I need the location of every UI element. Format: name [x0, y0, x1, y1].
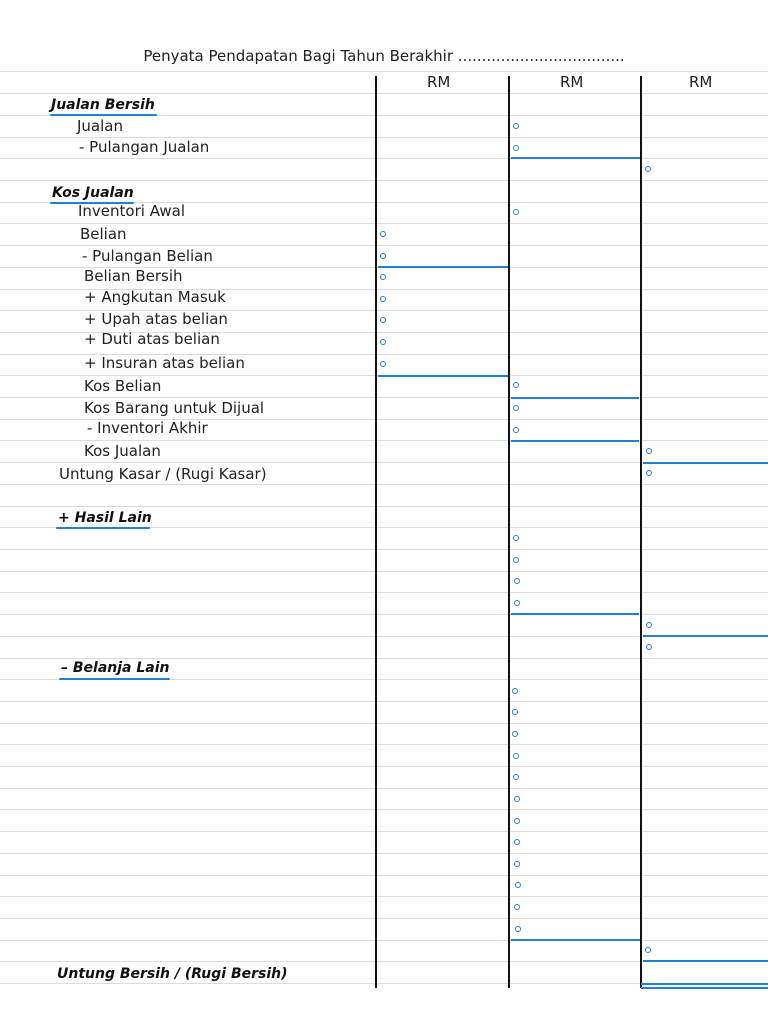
entry-dot [645, 166, 651, 172]
ruled-line [0, 484, 768, 485]
heading-jualan-bersih: Jualan Bersih [51, 97, 155, 113]
ruled-line [0, 397, 768, 398]
ruled-line [0, 506, 768, 507]
subtotal-line [641, 987, 768, 989]
ruled-line [0, 766, 768, 767]
column-header-rm-3: RM [689, 73, 713, 91]
entry-dot [512, 731, 518, 737]
row-kos-jualan: Kos Jualan [84, 442, 161, 460]
entry-dot [512, 688, 518, 694]
heading-hasil-lain: + Hasil Lain [58, 510, 152, 526]
subtotal-line [511, 397, 639, 399]
entry-dot [513, 535, 519, 541]
ruled-line [0, 940, 768, 941]
ruled-line [0, 788, 768, 789]
subtotal-line [643, 462, 768, 464]
entry-dot [513, 382, 519, 388]
row-upah-atas-belian: + Upah atas belian [84, 310, 228, 328]
entry-dot [380, 231, 386, 237]
row-belian: Belian [80, 225, 127, 243]
ruled-line [0, 809, 768, 810]
ruled-line [0, 744, 768, 745]
ruled-line [0, 701, 768, 702]
entry-dot [513, 209, 519, 215]
heading-underline [56, 527, 150, 529]
row-pulangan-belian: - Pulangan Belian [82, 247, 213, 265]
entry-dot [646, 622, 652, 628]
entry-dot [645, 947, 651, 953]
row-duti-atas-belian: + Duti atas belian [84, 330, 220, 348]
row-inventori-awal: Inventori Awal [78, 202, 185, 220]
column-header-rm-2: RM [560, 73, 584, 91]
ruled-line [0, 875, 768, 876]
subtotal-line [511, 613, 639, 615]
subtotal-line [378, 266, 508, 268]
ruled-line [0, 918, 768, 919]
subtotal-line [643, 960, 768, 962]
ruled-line [0, 245, 768, 246]
entry-dot [646, 448, 652, 454]
subtotal-line [378, 375, 508, 377]
subtotal-line [643, 635, 768, 637]
entry-dot [380, 317, 386, 323]
entry-dot [513, 557, 519, 563]
row-jualan: Jualan [77, 117, 123, 135]
entry-dot [514, 600, 520, 606]
subtotal-line [641, 983, 768, 985]
entry-dot [513, 753, 519, 759]
ruled-line [0, 853, 768, 854]
entry-dot [380, 296, 386, 302]
heading-untung-bersih: Untung Bersih / (Rugi Bersih) [57, 966, 288, 982]
entry-dot [380, 361, 386, 367]
entry-dot [513, 405, 519, 411]
row-untung-kasar: Untung Kasar / (Rugi Kasar) [59, 465, 267, 483]
heading-underline [59, 678, 170, 680]
ruled-line [0, 723, 768, 724]
ruled-line [0, 93, 768, 94]
entry-dot [514, 578, 520, 584]
ruled-line [0, 440, 768, 441]
row-pulangan-jualan: - Pulangan Jualan [79, 138, 210, 156]
heading-belanja-lain: – Belanja Lain [61, 660, 170, 676]
ruled-line [0, 180, 768, 181]
ruled-line [0, 831, 768, 832]
entry-dot [514, 796, 520, 802]
row-kos-barang-untuk-dijual: Kos Barang untuk Dijual [84, 399, 265, 417]
row-angkutan-masuk: + Angkutan Masuk [84, 288, 226, 306]
entry-dot [513, 774, 519, 780]
subtotal-line [511, 939, 640, 941]
row-inventori-akhir: - Inventori Akhir [87, 419, 208, 437]
entry-dot [514, 861, 520, 867]
heading-kos-jualan: Kos Jualan [52, 185, 134, 201]
subtotal-line [511, 157, 640, 159]
column-header-rm-1: RM [427, 73, 451, 91]
subtotal-line [511, 440, 639, 442]
ruled-line [0, 658, 768, 659]
entry-dot [646, 470, 652, 476]
row-insuran-atas-belian: + Insuran atas belian [84, 354, 245, 372]
entry-dot [514, 818, 520, 824]
row-kos-belian: Kos Belian [84, 377, 162, 395]
entry-dot [380, 253, 386, 259]
entry-dot [646, 644, 652, 650]
entry-dot [514, 839, 520, 845]
entry-dot [380, 274, 386, 280]
entry-dot [513, 123, 519, 129]
entry-dot [513, 145, 519, 151]
ruled-line [0, 896, 768, 897]
column-divider-1 [375, 76, 377, 988]
ruled-line [0, 614, 768, 615]
column-divider-2 [508, 76, 510, 988]
entry-dot [513, 427, 519, 433]
ruled-line [0, 592, 768, 593]
row-belian-bersih: Belian Bersih [84, 267, 183, 285]
column-divider-3 [640, 76, 642, 988]
entry-dot [515, 926, 521, 932]
entry-dot [380, 339, 386, 345]
ruled-line [0, 571, 768, 572]
entry-dot [515, 882, 521, 888]
ruled-line [0, 71, 768, 72]
entry-dot [514, 904, 520, 910]
entry-dot [512, 709, 518, 715]
ruled-line [0, 223, 768, 224]
ruled-line [0, 549, 768, 550]
heading-underline [50, 114, 157, 116]
ruled-line [0, 158, 768, 159]
page-title: Penyata Pendapatan Bagi Tahun Berakhir ................................... [143, 47, 625, 65]
